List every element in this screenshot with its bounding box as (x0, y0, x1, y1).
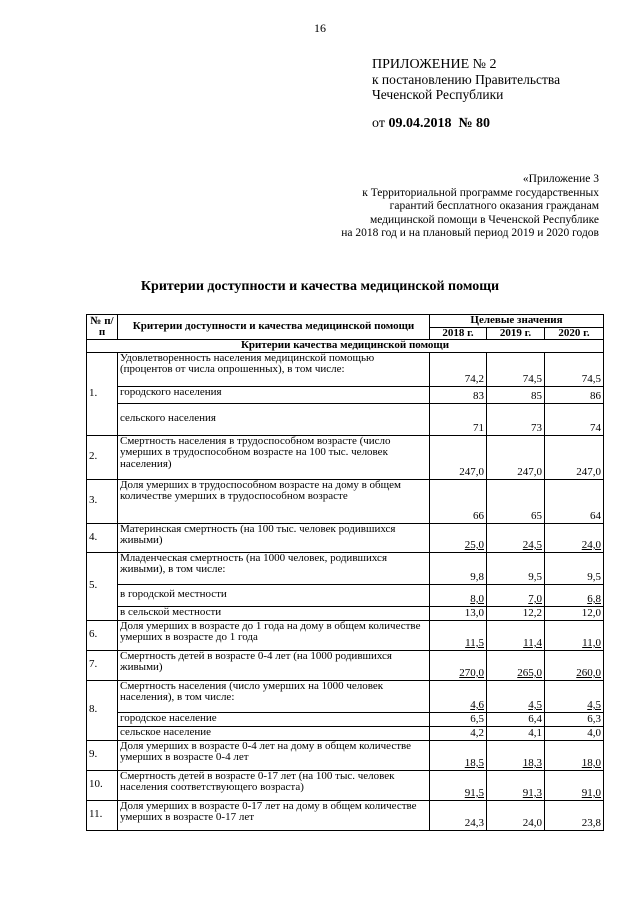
table-row (87, 523, 604, 552)
row-number: 3. (87, 479, 118, 523)
value-2018: 24,3 (430, 800, 487, 830)
row-number: 4. (87, 523, 118, 552)
value-2018: 66 (430, 479, 487, 523)
value-2018: 18,5 (430, 740, 487, 770)
value-2020: 74 (545, 403, 604, 435)
value-2018: 8,0 (430, 584, 487, 606)
table-row (87, 650, 604, 680)
page-number: 16 (314, 21, 326, 35)
value-2020: 12,0 (545, 606, 604, 620)
appendix-line-2: Чеченской Республики (372, 87, 504, 102)
criterion-text: Удовлетворенность населения медицинской помощью (процентов от числа опрошенных), в том числе: (118, 352, 430, 386)
table-row (87, 606, 604, 620)
table-row (87, 770, 604, 800)
criterion-text: Смертность населения в трудоспособном возрасте (число умерших в трудоспособном возрасте на 100 тыс. человек населения) (118, 435, 430, 479)
section-title: Критерии качества медицинской помощи (87, 340, 604, 353)
table-row (87, 403, 604, 435)
reference-line-4: медицинской помощи в Чеченской Республике (369, 213, 599, 226)
value-2019: 6,4 (487, 712, 545, 726)
criterion-text: в городской местности (118, 584, 430, 606)
value-2018: 270,0 (430, 650, 487, 680)
value-2018: 9,8 (430, 552, 487, 584)
value-2020: 6,3 (545, 712, 604, 726)
value-2018: 13,0 (430, 606, 487, 620)
table-row (87, 726, 604, 740)
value-2020: 18,0 (545, 740, 604, 770)
value-2019: 4,1 (487, 726, 545, 740)
table-row (87, 479, 604, 523)
criterion-text: городского населения (118, 386, 430, 403)
appendix-title: ПРИЛОЖЕНИЕ № 2 (372, 57, 497, 72)
date-prefix: от (372, 116, 389, 131)
criterion-text: Смертность населения (число умерших на 1000 человек населения), в том числе: (118, 680, 430, 712)
table-row (87, 620, 604, 650)
criterion-text: Младенческая смертность (на 1000 человек, родившихся живыми), в том числе: (118, 552, 430, 584)
reference-line-2: к Территориальной программе государственных (362, 186, 599, 199)
table-row (87, 386, 604, 403)
value-2020: 4,0 (545, 726, 604, 740)
appendix-line-1: к постановлению Правительства (372, 72, 561, 87)
appendix-block (372, 57, 560, 131)
reference-block (341, 173, 599, 241)
row-number: 1. (87, 352, 118, 435)
table-row (87, 352, 604, 386)
value-2018: 4,6 (430, 680, 487, 712)
value-2019: 12,2 (487, 606, 545, 620)
value-2018: 11,5 (430, 620, 487, 650)
value-2019: 11,4 (487, 620, 545, 650)
value-2020: 4,5 (545, 680, 604, 712)
value-2019: 65 (487, 479, 545, 523)
value-2020: 11,0 (545, 620, 604, 650)
header-2019: 2019 г. (487, 327, 545, 340)
value-2019: 24,5 (487, 523, 545, 552)
header-num: № п/п (87, 315, 118, 340)
criterion-text: Доля умерших в возрасте 0-17 лет на дому в общем количестве умерших в возрасте 0-17 лет (118, 800, 430, 830)
criteria-table (86, 314, 604, 831)
criterion-text: сельское население (118, 726, 430, 740)
criterion-text: Доля умерших в трудоспособном возрасте на дому в общем количестве умерших в трудоспособном возрасте (118, 479, 430, 523)
value-2019: 4,5 (487, 680, 545, 712)
criterion-text: городское население (118, 712, 430, 726)
value-2020: 9,5 (545, 552, 604, 584)
value-2018: 247,0 (430, 435, 487, 479)
appendix-date (372, 116, 560, 131)
header-2020: 2020 г. (545, 327, 604, 340)
table-row (87, 800, 604, 830)
table-row (87, 435, 604, 479)
value-2018: 91,5 (430, 770, 487, 800)
table-row (87, 680, 604, 712)
date-value: 09.04.2018 (388, 116, 452, 131)
value-2020: 24,0 (545, 523, 604, 552)
row-number: 8. (87, 680, 118, 740)
value-2019: 265,0 (487, 650, 545, 680)
row-number: 2. (87, 435, 118, 479)
criterion-text: Материнская смертность (на 100 тыс. человек родившихся живыми) (118, 523, 430, 552)
row-number: 7. (87, 650, 118, 680)
header-2018: 2018 г. (430, 327, 487, 340)
value-2018: 74,2 (430, 352, 487, 386)
value-2020: 86 (545, 386, 604, 403)
value-2019: 247,0 (487, 435, 545, 479)
value-2019: 73 (487, 403, 545, 435)
value-2018: 6,5 (430, 712, 487, 726)
reference-line-3: гарантий бесплатного оказания гражданам (389, 200, 599, 213)
table-title: Критерии доступности и качества медицинской помощи (140, 279, 500, 294)
value-2020: 6,8 (545, 584, 604, 606)
value-2019: 74,5 (487, 352, 545, 386)
value-2019: 85 (487, 386, 545, 403)
reference-line-1: «Приложение 3 (522, 173, 599, 185)
decree-number: № 80 (458, 116, 491, 131)
value-2020: 64 (545, 479, 604, 523)
section-row (87, 340, 604, 353)
criterion-text: сельского населения (118, 403, 430, 435)
value-2020: 23,8 (545, 800, 604, 830)
criterion-text: Доля умерших в возрасте до 1 года на дому в общем количестве умерших в возрасте до 1 года (118, 620, 430, 650)
header-row-1 (87, 315, 604, 328)
row-number: 9. (87, 740, 118, 770)
row-number: 11. (87, 800, 118, 830)
row-number: 6. (87, 620, 118, 650)
table-row (87, 712, 604, 726)
criterion-text: Смертность детей в возрасте 0-17 лет (на 100 тыс. человек населения соответствующего возраста) (118, 770, 430, 800)
value-2020: 247,0 (545, 435, 604, 479)
value-2020: 91,0 (545, 770, 604, 800)
value-2020: 74,5 (545, 352, 604, 386)
value-2018: 4,2 (430, 726, 487, 740)
criterion-text: Доля умерших в возрасте 0-4 лет на дому в общем количестве умерших в возрасте 0-4 лет (118, 740, 430, 770)
row-number: 5. (87, 552, 118, 620)
criterion-text: в сельской местности (118, 606, 430, 620)
value-2019: 7,0 (487, 584, 545, 606)
value-2019: 9,5 (487, 552, 545, 584)
value-2019: 18,3 (487, 740, 545, 770)
value-2018: 71 (430, 403, 487, 435)
value-2018: 25,0 (430, 523, 487, 552)
header-targets: Целевые значения (430, 315, 604, 328)
table-row (87, 740, 604, 770)
table-row (87, 552, 604, 584)
header-criteria: Критерии доступности и качества медицинской помощи (118, 315, 430, 340)
table-row (87, 584, 604, 606)
value-2018: 83 (430, 386, 487, 403)
row-number: 10. (87, 770, 118, 800)
value-2020: 260,0 (545, 650, 604, 680)
value-2019: 24,0 (487, 800, 545, 830)
value-2019: 91,3 (487, 770, 545, 800)
reference-line-5: на 2018 год и на плановый период 2019 и 2020 годов (341, 227, 599, 240)
criterion-text: Смертность детей в возрасте 0-4 лет (на 1000 родившихся живыми) (118, 650, 430, 680)
